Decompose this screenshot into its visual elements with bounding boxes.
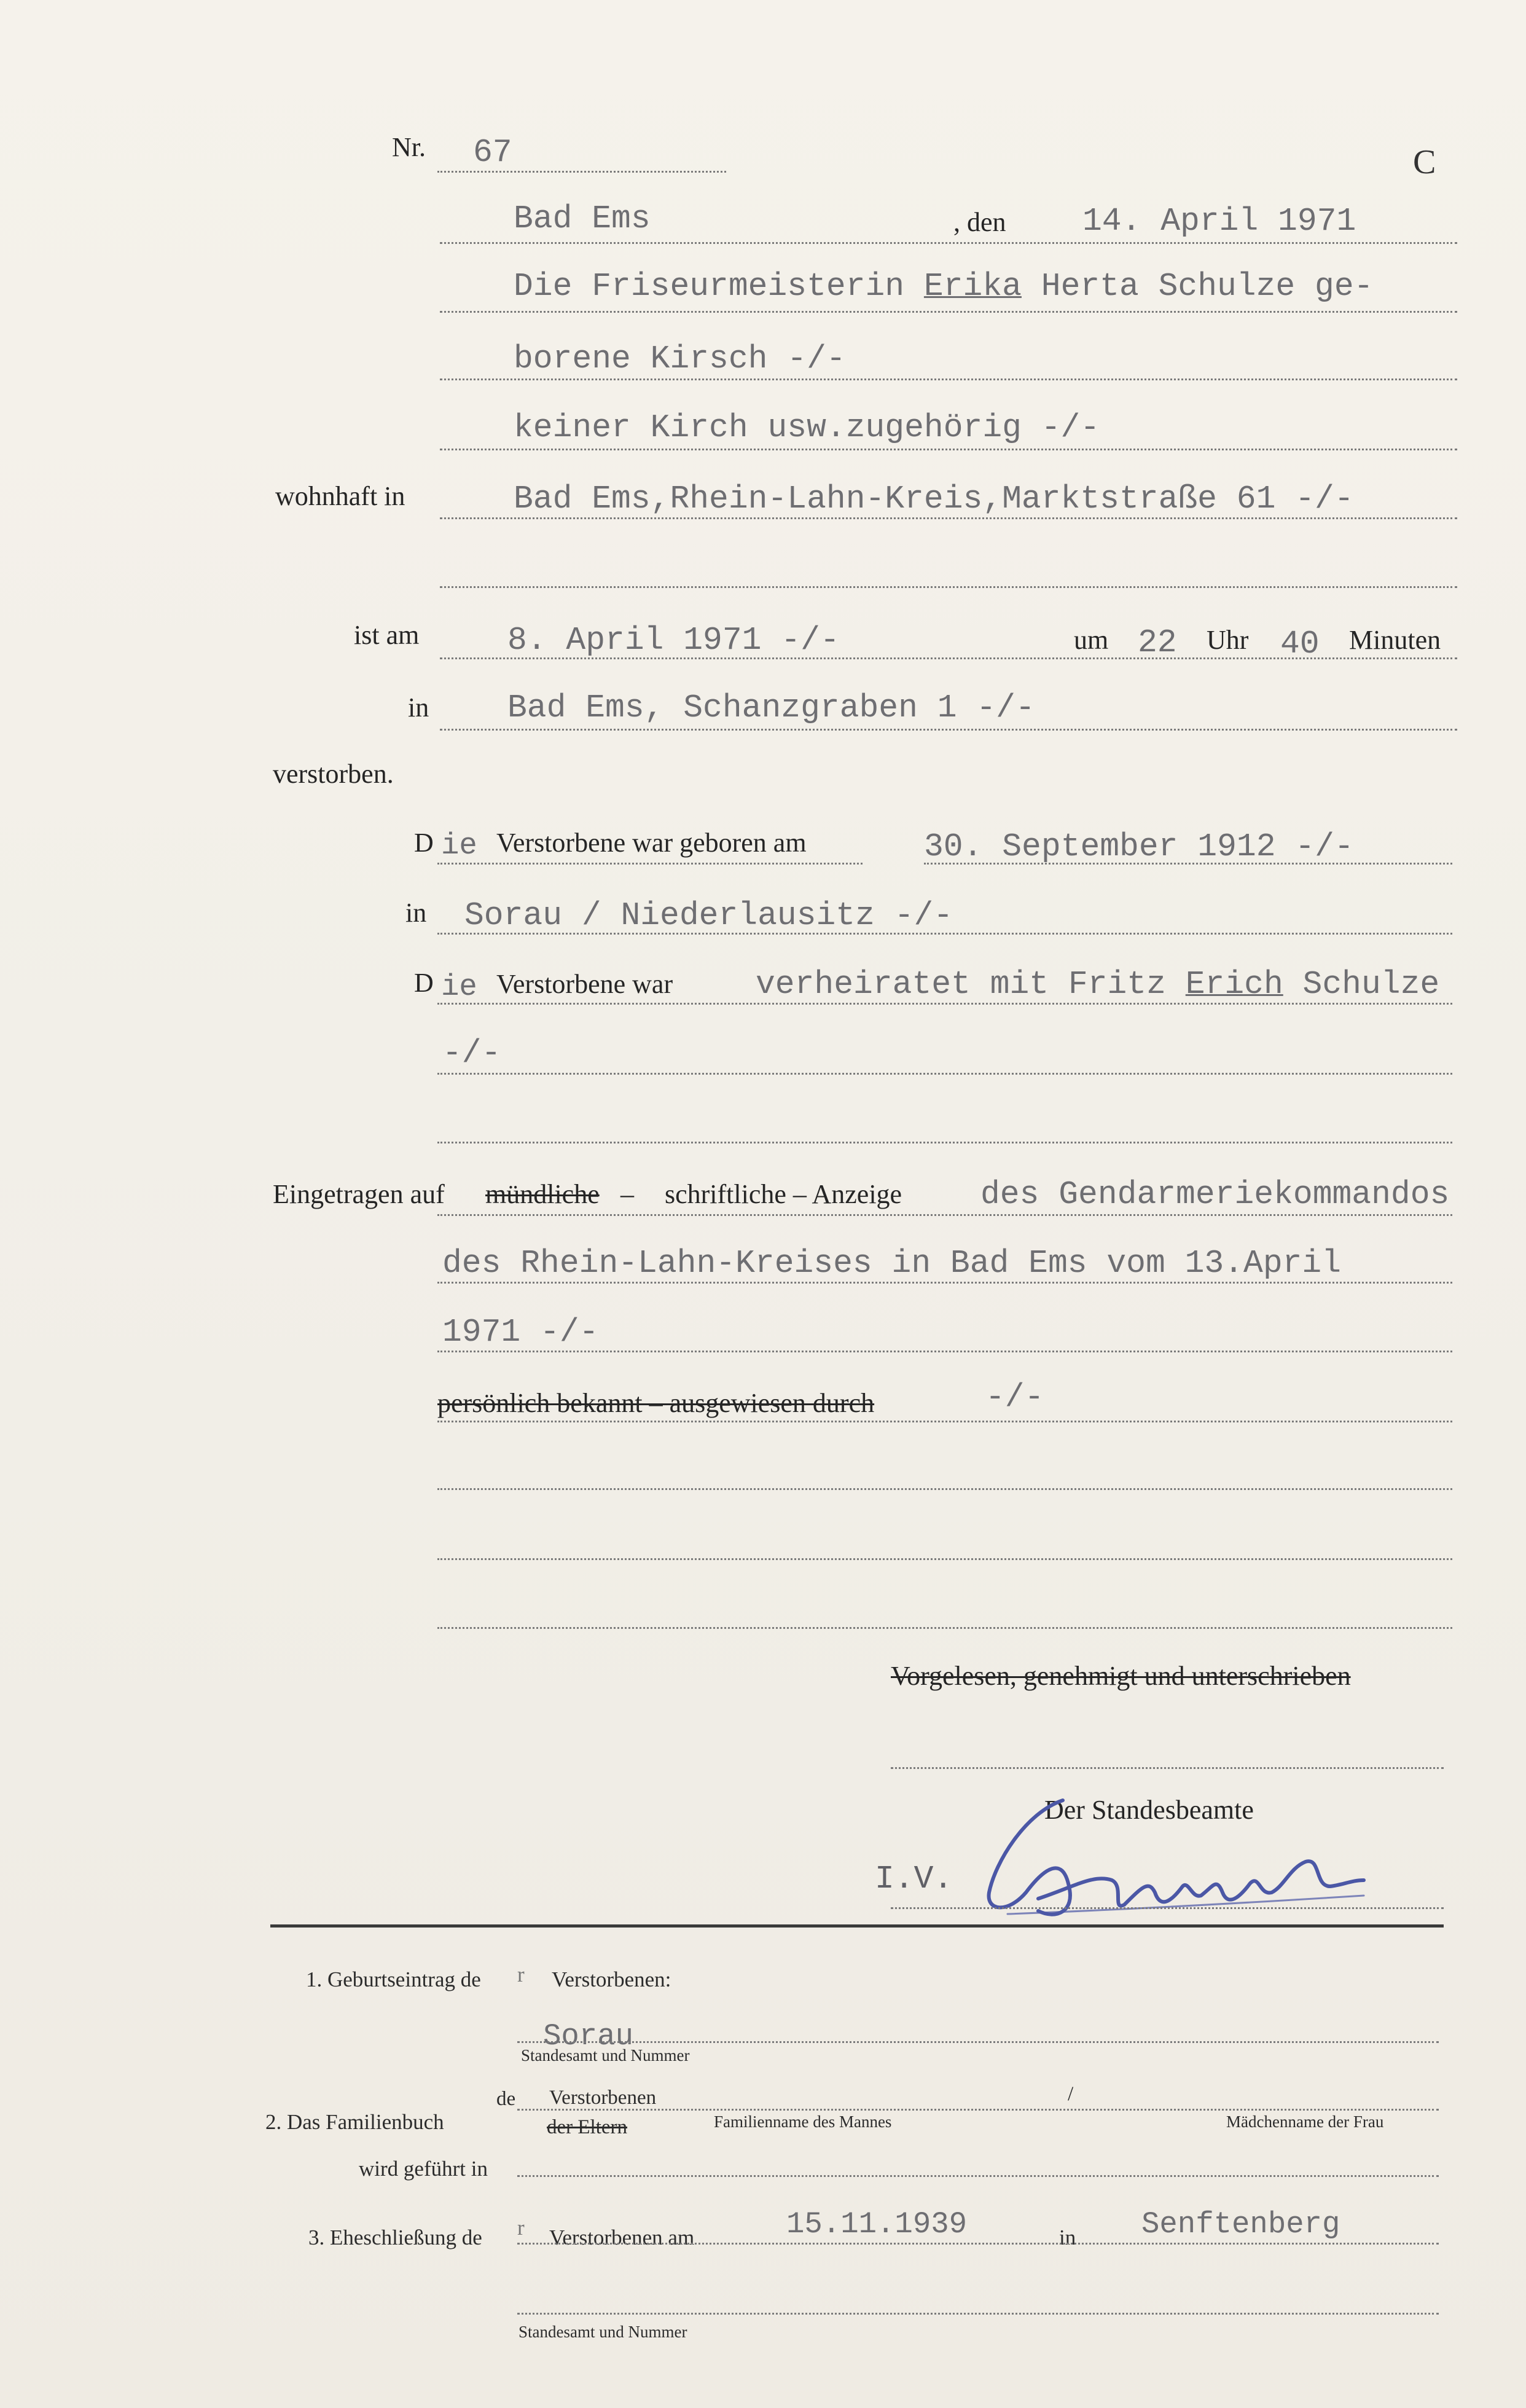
birth-ie-fill: ie: [441, 828, 477, 863]
empty-rule-4: [437, 1558, 1452, 1560]
registration-date: 14. April 1971: [1082, 203, 1356, 240]
death-minutes: 40: [1280, 626, 1320, 662]
registration-rule-3: [437, 1351, 1452, 1352]
registration-source-2: des Rhein-Lahn-Kreises in Bad Ems vom 13.April: [442, 1245, 1342, 1282]
schriftliche-label: schriftliche – Anzeige: [665, 1179, 902, 1209]
place-line: [440, 242, 1457, 244]
verstorben-label: verstorben.: [273, 759, 394, 789]
item3-fill: r: [517, 2216, 525, 2240]
ist-am-label: ist am: [354, 620, 420, 650]
persoenlich-struck: persönlich bekannt – ausgewiesen durch: [437, 1388, 875, 1418]
marriage-rule: [437, 1003, 1452, 1005]
birth-d-label: D: [414, 828, 434, 858]
registration-dash: –: [620, 1179, 634, 1209]
birth-date-rule: [924, 863, 1452, 865]
section-divider: [270, 1924, 1444, 1928]
persoenlich-fill: -/-: [985, 1379, 1044, 1416]
item2-verstorbenen: Verstorbenen: [549, 2087, 657, 2109]
death-place-rule: [440, 729, 1457, 731]
item2-frau-caption: Mädchenname der Frau: [1226, 2112, 1384, 2131]
signature-image: [971, 1788, 1376, 1948]
registration-source-1: des Gendarmeriekommandos: [980, 1176, 1450, 1213]
item3-in-label: in: [1059, 2226, 1076, 2249]
marriage-label: Verstorbene war: [496, 969, 673, 999]
wohnhaft-label: wohnhaft in: [275, 481, 405, 511]
signature-rule-2: [891, 1907, 1444, 1909]
marriage-d-label: D: [414, 968, 434, 998]
item3-caption: Standesamt und Nummer: [518, 2323, 687, 2341]
corner-letter: C: [1413, 143, 1436, 181]
nr-line: [437, 171, 726, 173]
item3-date: 15.11.1939: [786, 2207, 968, 2241]
standesbeamte-label: Der Standesbeamte: [1044, 1795, 1254, 1825]
item2-gefuehrt-rule: [517, 2175, 1439, 2177]
person-line-2: borene Kirsch -/-: [514, 340, 846, 377]
den-label: , den: [953, 207, 1006, 237]
item1-label-b: Verstorbenen:: [552, 1967, 671, 1991]
birth-date: 30. September 1912 -/-: [924, 828, 1354, 865]
birth-place-rule: [437, 933, 1452, 935]
persoenlich-rule: [437, 1421, 1452, 1422]
empty-rule-2: [437, 1142, 1452, 1143]
item2-slash: /: [1068, 2083, 1074, 2105]
religion-line: keiner Kirch usw.zugehörig -/-: [514, 409, 1100, 446]
item3-standesamt-rule: [517, 2313, 1439, 2315]
muendliche-struck: mündliche: [485, 1179, 600, 1209]
birth-label-rule: [437, 863, 863, 865]
empty-rule-1: [440, 586, 1457, 588]
item1-fill: r: [517, 1963, 525, 1986]
person-line-1-rule: [440, 311, 1457, 313]
place-of-registration: Bad Ems: [514, 200, 651, 237]
item1-rule: [517, 2041, 1439, 2043]
marriage-ie-fill: ie: [441, 970, 477, 1004]
birth-in-label: in: [405, 898, 427, 928]
marriage-line-2: -/-: [442, 1035, 501, 1072]
person-line-2-rule: [440, 378, 1457, 380]
uhr-label: Uhr: [1207, 625, 1249, 655]
empty-rule-5: [437, 1627, 1452, 1629]
birth-place: Sorau / Niederlausitz -/-: [464, 897, 953, 934]
death-in-label: in: [408, 692, 429, 723]
signature-rule-1: [891, 1767, 1444, 1769]
vorgelesen-struck: Vorgelesen, genehmigt und unterschrieben: [891, 1661, 1351, 1691]
iv-label: I.V.: [875, 1861, 953, 1897]
item2-rule: [517, 2109, 1439, 2111]
death-date: 8. April 1971 -/-: [507, 622, 840, 659]
religion-line-rule: [440, 449, 1457, 450]
death-place: Bad Ems, Schanzgraben 1 -/-: [507, 689, 1035, 726]
registration-rule-2: [437, 1282, 1452, 1284]
item2-eltern-struck: der Eltern: [547, 2116, 628, 2138]
item1-value: Sorau: [543, 2019, 634, 2053]
nr-label: Nr.: [392, 132, 426, 162]
item2-mannes-caption: Familienname des Mannes: [714, 2112, 892, 2131]
death-hour: 22: [1138, 624, 1177, 661]
empty-rule-3: [437, 1488, 1452, 1490]
item2-label: 2. Das Familienbuch: [265, 2110, 444, 2134]
marriage-status: verheiratet mit Fritz Erich Schulze: [756, 966, 1440, 1003]
eingetragen-label: Eingetragen auf: [273, 1179, 445, 1209]
item3-place: Senftenberg: [1141, 2207, 1340, 2241]
death-date-rule: [440, 657, 1457, 659]
item1-caption: Standesamt und Nummer: [521, 2046, 690, 2065]
marriage-line-2-rule: [437, 1073, 1452, 1075]
address-value: Bad Ems,Rhein-Lahn-Kreis,Marktstraße 61 -/-: [514, 480, 1354, 517]
birth-label: Verstorbene war geboren am: [496, 828, 807, 858]
item2-gefuehrt-label: wird geführt in: [359, 2157, 488, 2181]
item3-rule: [517, 2243, 1439, 2245]
person-line-1: Die Friseurmeisterin Erika Herta Schulze ge-: [514, 268, 1374, 305]
item3-label-b: Verstorbenen am: [549, 2226, 695, 2249]
um-label: um: [1074, 625, 1109, 655]
registration-source-3: 1971 -/-: [442, 1314, 599, 1351]
item2-de: de: [496, 2088, 516, 2110]
nr-value: 67: [473, 134, 512, 171]
item1-label-a: 1. Geburtseintrag de: [306, 1967, 481, 1991]
registration-rule-1: [437, 1214, 1452, 1216]
address-rule: [440, 517, 1457, 519]
item3-label-a: 3. Eheschließung de: [308, 2226, 482, 2249]
minuten-label: Minuten: [1349, 625, 1441, 655]
